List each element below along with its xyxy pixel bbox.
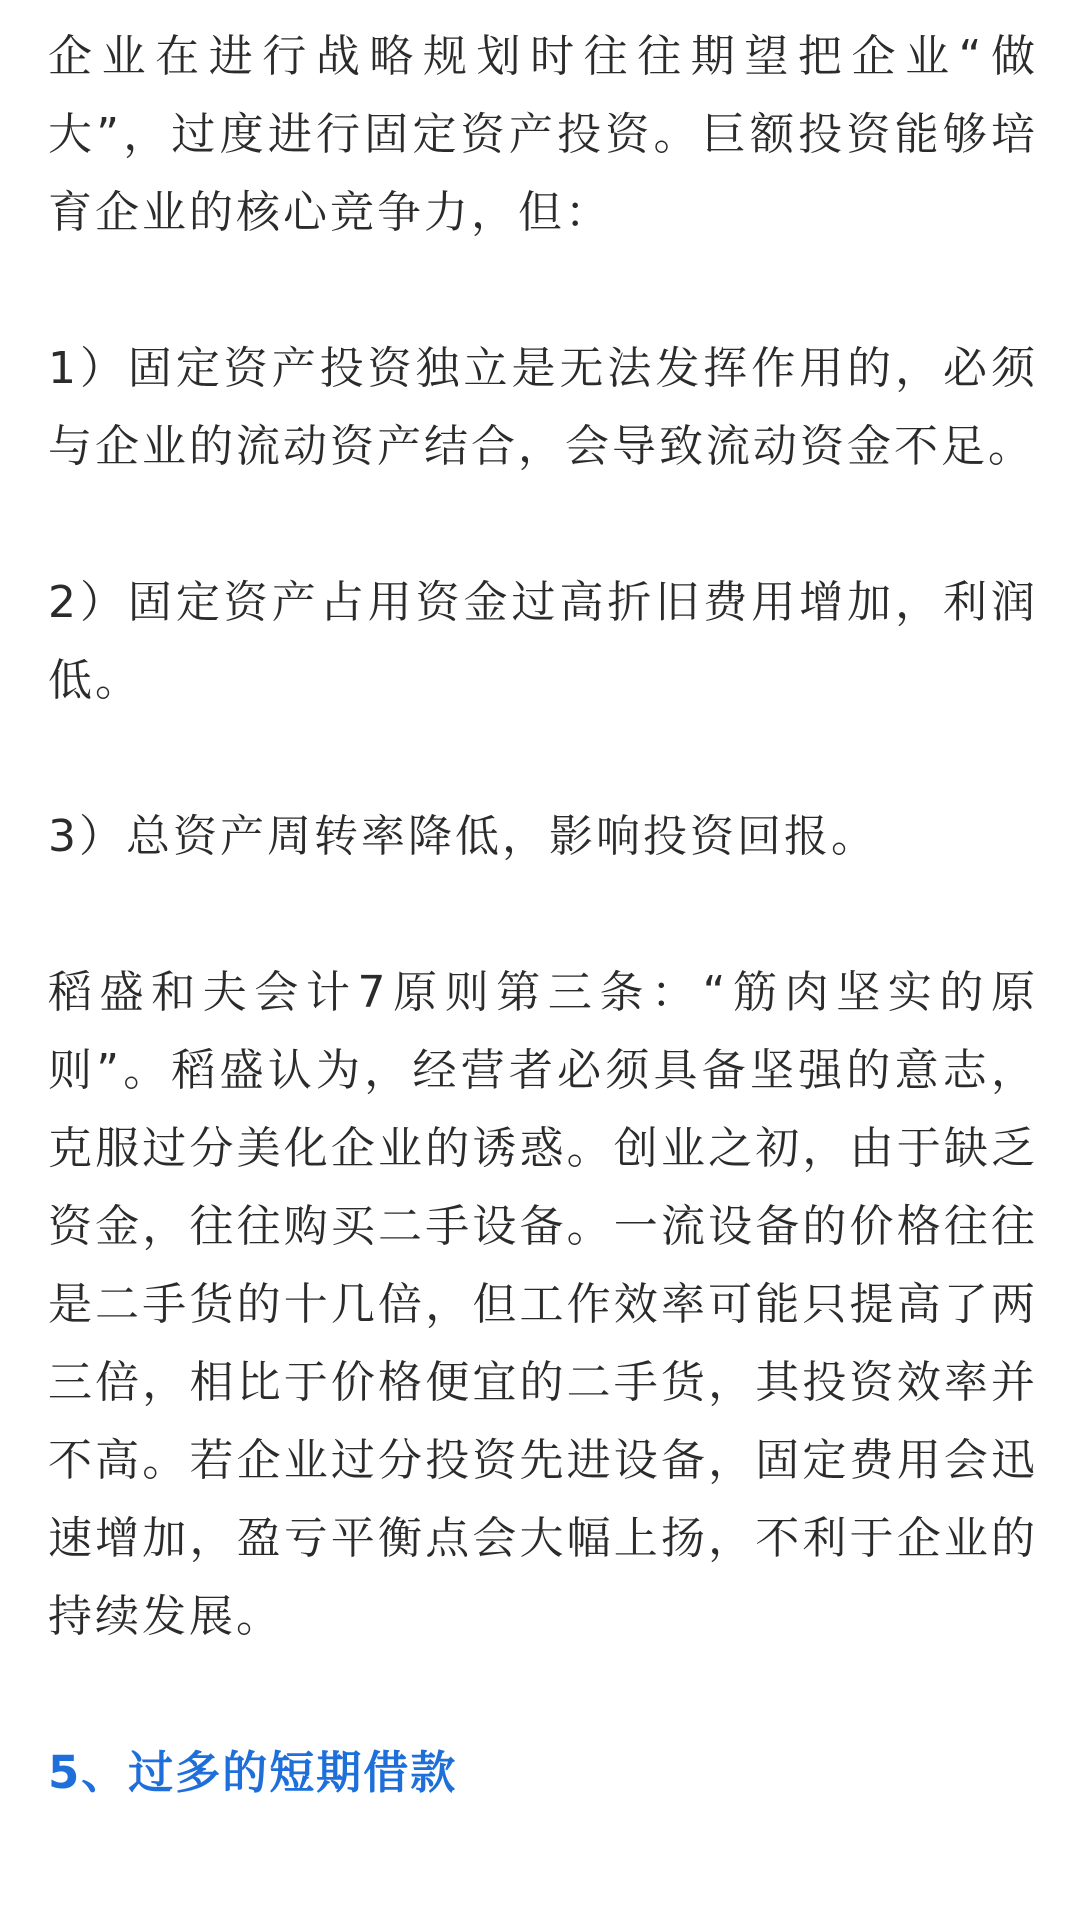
point-1-paragraph: 1）固定资产投资独立是无法发挥作用的，必须与企业的流动资产结合，会导致流动资金不足。 xyxy=(48,343,1038,472)
point-2-paragraph: 2）固定资产占用资金过高折旧费用增加，利润低。 xyxy=(48,577,1038,706)
article-body xyxy=(48,18,1038,1812)
intro-paragraph: 企业在进行战略规划时往往期望把企业“做大”，过度进行固定资产投资。巨额投资能够培育企业的核心竞争力，但： xyxy=(48,31,1038,238)
inamori-principle-paragraph: 稻盛和夫会计7原则第三条：“筋肉坚实的原则”。稻盛认为，经营者必须具备坚强的意志，克服过分美化企业的诱惑。创业之初，由于缺乏资金，往往购买二手设备。一流设备的价格往往是二手货的十几倍，但工作效率可能只提高了两三倍，相比于价格便宜的二手货，其投资效率并不高。若企业过分投资先进设备，固定费用会迅速增加，盈亏平衡点会大幅上扬，不利于企业的持续发展。 xyxy=(48,967,1038,1642)
section-heading: 5、过多的短期借款 xyxy=(48,1746,458,1799)
point-3-paragraph: 3）总资产周转率降低，影响投资回报。 xyxy=(48,811,878,862)
